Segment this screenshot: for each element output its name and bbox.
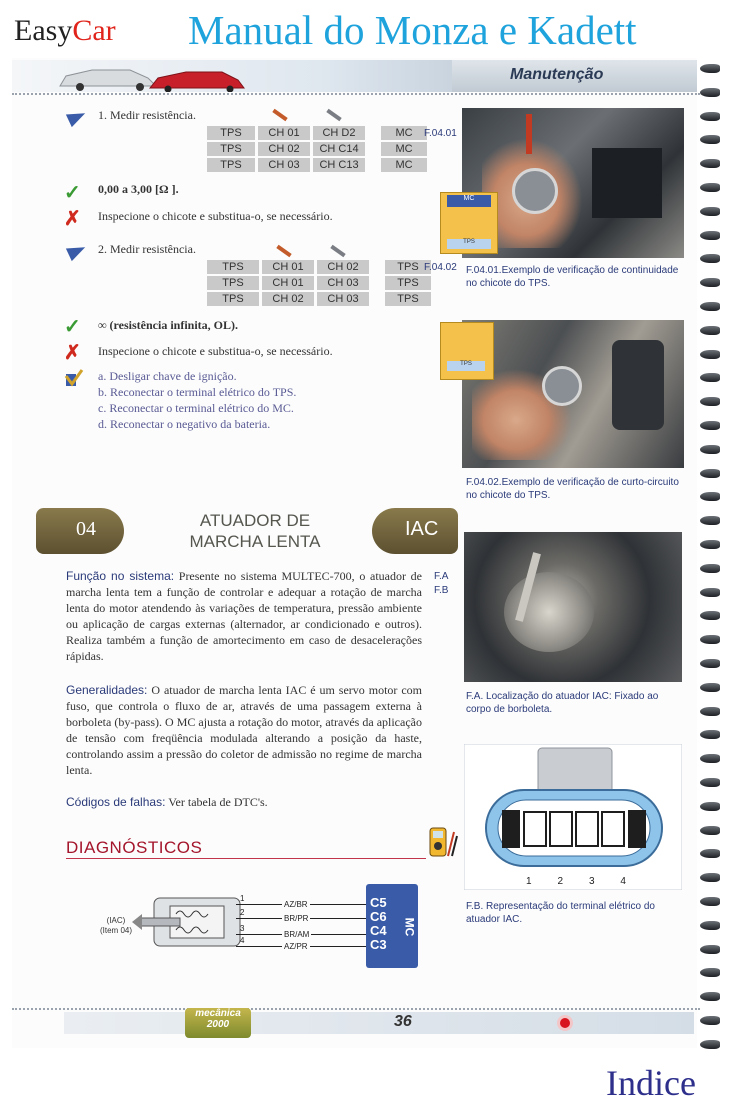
binding-ring [700,302,720,311]
funcao-text: Presente no sistema MULTEC-700, o atuador de marcha lenta tem a função de controlar e adequar a rotação de marcha lenta do motor atendendo às variações de temperatura, pressão ambiente ou aplicação de cargas externas (alternador, ar condicionado e outros). Realiza também a função de amortecimento em caso de desacelerações rápidas. [66,569,423,663]
iac-connector-drawing [464,744,682,890]
mc-label: MC [402,917,417,937]
generalidades-paragraph [66,682,422,778]
table-cell: CH D2 [313,126,365,140]
generalidades-text: O atuador de marcha lenta IAC é um servo motor com fuso, que controla o fluxo de ar, através de uma passagem externa à borboleta (by-pass). O MC ajusta a rotação do motor, através da aplicação de tensão com freqüência modulada alterando a posição da haste, controlando assim a pressão do coletor de admissão no regime de marcha lenta. [66,683,423,777]
header-divider [12,93,700,95]
binding-ring [700,207,720,216]
codigos-label: Códigos de falhas: [66,795,166,809]
mecanica-2000-logo: mecânica 2000 [185,1008,251,1038]
fig-ref: F.A [434,571,449,582]
table-cell: TPS [207,276,259,290]
caption-fa: F.A. Localização do atuador IAC: Fixado ao corpo de borboleta. [466,691,659,715]
wire-color: AZ/BR [284,900,308,909]
brand-car: Car [72,14,116,47]
binding-ring [700,873,720,882]
step1-ok-value: 0,00 a 3,00 [Ω ]. [98,182,179,196]
section-title-line: ATUADOR DE [199,511,311,530]
pin-label: 3 [588,876,595,887]
step2-table [204,258,434,308]
finish-step: c. Reconectar o terminal elétrico do MC. [98,401,294,415]
table-cell: CH 02 [258,142,310,156]
black-probe-icon [330,240,346,258]
binding-ring [700,1040,720,1049]
footer-band [64,1012,694,1034]
step1-table [204,124,430,174]
section-tab-label: Manutenção [510,66,604,83]
binding-ring [700,778,720,787]
wire-pin: 1 [240,894,245,903]
pin-label: 4 [620,876,626,887]
red-probe-icon [272,104,288,122]
iac-item-label [100,916,132,936]
cars-illustration [52,60,252,92]
binding-ring [700,564,720,573]
binding-ring [700,945,720,954]
binding-ring [700,350,720,359]
inset-circuit-diagram [440,192,498,254]
mc-pin: C3 [370,937,387,952]
finish-step: d. Reconectar o negativo da bateria. [98,417,271,431]
binding-ring [700,421,720,430]
binding-ring [700,469,720,478]
section-title-line: MARCHA LENTA [189,532,321,551]
binding-ring [700,540,720,549]
caption-f0402: F.04.02.Exemplo de verificação de curto-circuito no chicote do TPS. [466,477,679,501]
diagnosticos-title: DIAGNÓSTICOS [66,838,203,857]
codigos-paragraph [66,794,422,810]
table-cell: TPS [207,126,255,140]
iac-sub-label: (Item 04) [100,926,133,935]
binding-ring [700,254,720,263]
binding-ring [700,897,720,906]
pin-label: 2 [557,876,564,887]
page-number: 36 [394,1013,412,1030]
iac-label: (IAC) [106,916,126,925]
funcao-label: Função no sistema: [66,569,175,583]
x-icon: ✗ [64,342,81,364]
mc-pin: C5 [370,895,387,910]
table-cell: TPS [385,276,431,290]
connector-pin-labels [526,876,626,887]
red-probe-icon [276,240,292,258]
binding-ring [700,802,720,811]
binding-ring [700,397,720,406]
black-probe-icon [326,104,342,122]
table-cell: TPS [207,142,255,156]
binding-ring [700,159,720,168]
table-cell: CH 03 [317,276,369,290]
binding-ring [700,921,720,930]
binding-ring [700,659,720,668]
binding-ring [700,278,720,287]
table-cell: MC [381,158,427,172]
multimeter-icon [424,826,458,858]
mc-pin: C6 [370,909,387,924]
diagnosticos-rule [66,858,426,859]
table-cell: CH 02 [317,260,369,274]
wire-color: AZ/PR [284,942,308,951]
x-icon: ✗ [64,208,81,230]
binding-ring [700,183,720,192]
table-cell: CH 03 [317,292,369,306]
binding-ring [700,112,720,121]
finish-steps-list [98,368,296,432]
step2-label: 2. Medir resistência. [98,242,196,256]
table-cell: CH 02 [262,292,314,306]
generalidades-label: Generalidades: [66,683,148,697]
table-cell: CH 03 [258,158,310,172]
section-title [150,510,360,552]
table-cell: TPS [207,292,259,306]
photo-iac-location [464,532,682,682]
indice-link[interactable]: Indice [606,1063,696,1103]
section-number: 04 [76,518,96,540]
table-cell: TPS [207,158,255,172]
binding-ring [700,1016,720,1025]
table-cell: CH C14 [313,142,365,156]
step2-fail-text: Inspecione o chicote e substitua-o, se necessário. [98,344,333,358]
binding-ring [700,968,720,977]
binding-ring [700,754,720,763]
mc-pin-list [370,896,387,952]
table-cell: CH C13 [313,158,365,172]
manual-title: Manual do Monza e Kadett [188,7,637,53]
binding-ring [700,635,720,644]
pin-label: 1 [526,876,532,887]
table-cell: TPS [385,260,431,274]
table-cell: TPS [385,292,431,306]
table-cell: TPS [207,260,259,274]
mc-pin: C4 [370,923,387,938]
finish-check-icon [64,368,84,388]
binding-ring [700,135,720,144]
fig-ref: F.04.02 [424,262,457,273]
fig-ref: F.04.01 [424,128,457,139]
binding-ring [700,373,720,382]
brand-easy: Easy [14,14,73,47]
photo-tps-short-circuit [462,320,684,468]
red-dot-icon [560,1018,570,1028]
step2-ok-value: ∞ (resistência infinita, OL). [98,318,238,332]
check-icon: ✓ [64,182,81,204]
section-code: IAC [405,518,439,540]
codigos-text: Ver tabela de DTC's. [168,795,268,809]
step1-fail-text: Inspecione o chicote e substitua-o, se necessário. [98,209,333,223]
finish-step: a. Desligar chave de ignição. [98,369,237,383]
binding-ring [700,730,720,739]
table-cell: CH 01 [258,126,310,140]
table-cell: MC [381,142,427,156]
mc-module [366,884,418,968]
table-cell: CH 01 [262,276,314,290]
header-band [12,60,452,92]
check-icon: ✓ [64,316,81,338]
inset-mc-label: MC [447,195,491,207]
binding-ring [700,64,720,73]
caption-f0401: F.04.01.Exemplo de verificação de continuidade no chicote do TPS. [466,265,679,289]
binding-ring [700,326,720,335]
binding-ring [700,492,720,501]
step1-label: 1. Medir resistência. [98,108,196,122]
finish-step: b. Reconectar o terminal elétrico do TPS. [98,385,297,399]
caption-fb: F.B. Representação do terminal elétrico do atuador IAC. [466,901,655,925]
wire-pin: 2 [240,908,245,917]
binding-ring [700,849,720,858]
binding-ring [700,88,720,97]
footer-divider [12,1008,700,1010]
binding-ring [700,826,720,835]
binding-ring [700,707,720,716]
binding-ring [700,231,720,240]
fig-ref: F.B [434,585,449,596]
wire-harness [236,896,376,956]
binding-ring [700,683,720,692]
brand-logo [14,14,116,48]
inset-tps-label: TPS [447,239,491,249]
binding-ring [700,992,720,1001]
wire-color: BR/AM [284,930,310,939]
funcao-refs [434,570,448,598]
inset-short-diagram [440,322,494,380]
wire-color: BR/PR [284,914,309,923]
binding-ring [700,445,720,454]
binding-ring [700,611,720,620]
funcao-paragraph [66,568,422,664]
iac-connector-svg [464,744,682,890]
wire-pin: 4 [240,936,245,945]
table-cell: MC [381,126,427,140]
inset-tps-label: TPS [447,361,485,371]
binding-ring [700,516,720,525]
wire-pin: 3 [240,924,245,933]
table-cell: CH 01 [262,260,314,274]
binding-ring [700,588,720,597]
